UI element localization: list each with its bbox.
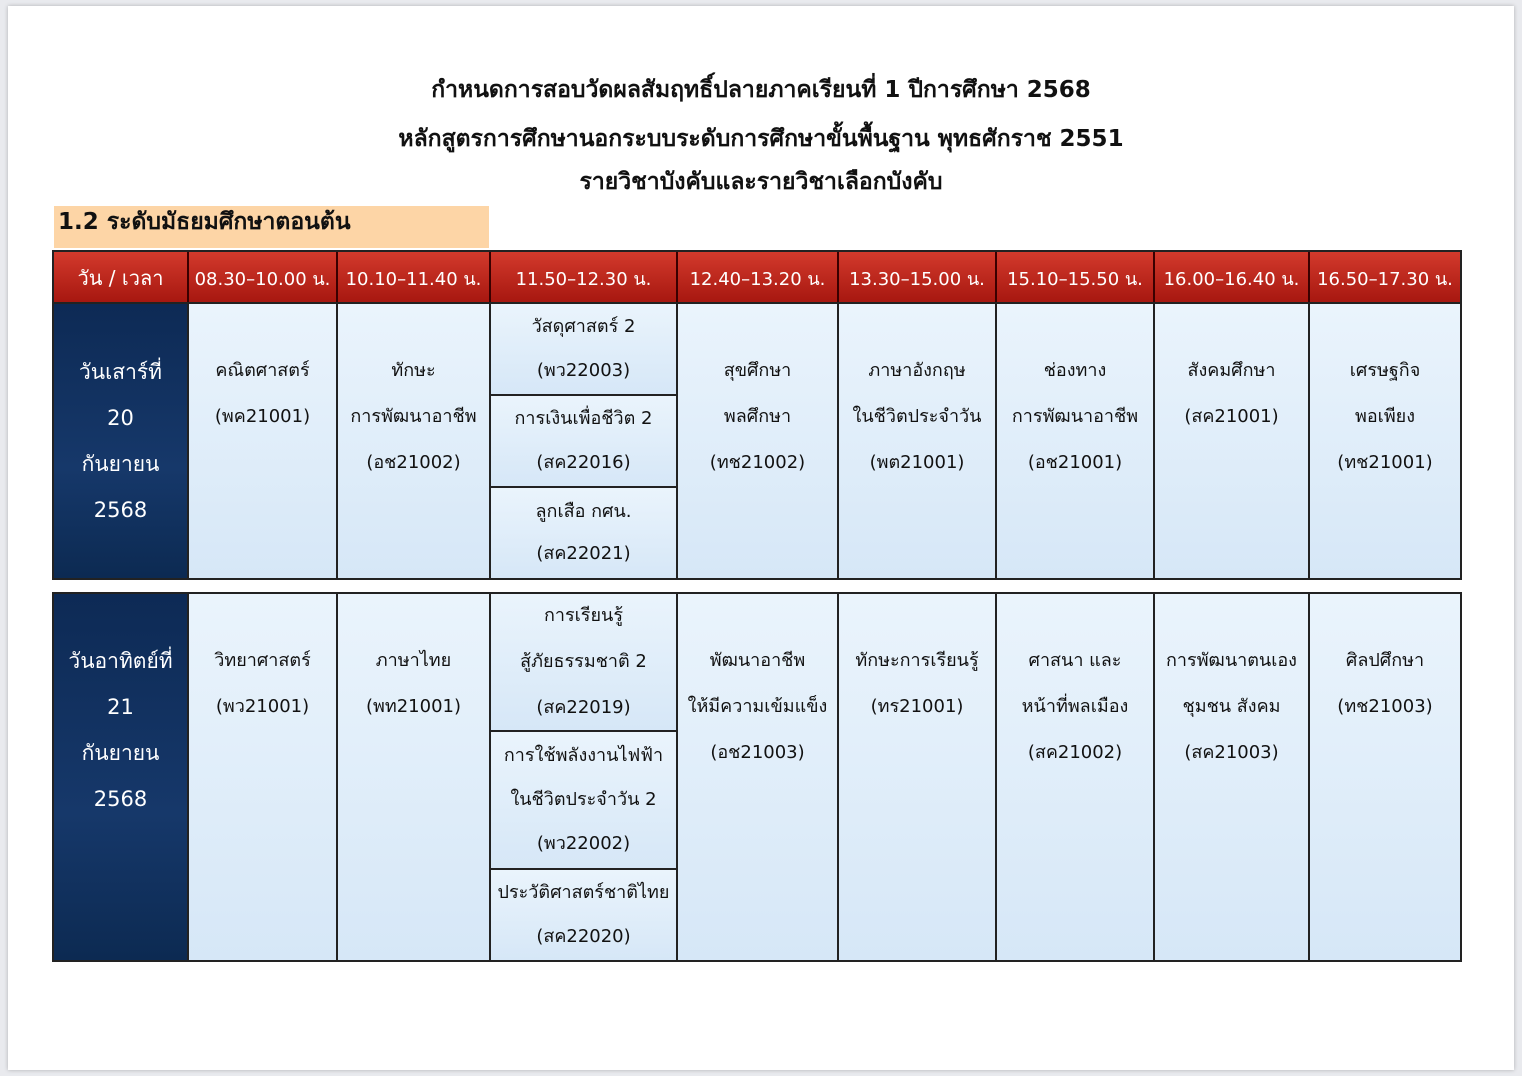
subject-name: ช่องทาง: [1043, 360, 1107, 381]
subject-cell: [676, 302, 839, 580]
title-line-2: หลักสูตรการศึกษานอกระบบระดับการศึกษาขั้นพื้นฐาน พุทธศักราช 2551: [398, 126, 1124, 152]
subject-cell: [837, 592, 997, 962]
subject-name-line2: ในชีวิตประจำวัน: [852, 406, 982, 427]
subject-cell: [1153, 592, 1310, 962]
subject-code: (สค22020): [536, 926, 631, 947]
header-slot-1: 08.30–10.00 น.: [189, 252, 338, 304]
subject-cell: [1308, 592, 1462, 962]
subject-code: (ทช21003): [1337, 696, 1433, 717]
subject-name: ลูกเสือ กศน.: [535, 501, 632, 522]
header-slot-2: 10.10–11.40 น.: [338, 252, 491, 304]
subject-name-line2: การพัฒนาอาชีพ: [350, 406, 477, 427]
day-number: 20: [107, 406, 134, 430]
subject-code: (พว22002): [536, 833, 631, 854]
subject-code: (สค21002): [1027, 742, 1123, 763]
day-month: กันยายน: [81, 741, 160, 765]
subject-name: ศิลปศึกษา: [1345, 650, 1425, 671]
subject-name-line2: การพัฒนาอาชีพ: [1011, 406, 1139, 427]
subject-name: วิทยาศาสตร์: [214, 650, 311, 671]
subject-name: การเรียนรู้: [543, 605, 623, 626]
subject-code: (พว22003): [536, 360, 631, 381]
subject-name-line2: พลศึกษา: [723, 406, 792, 427]
subject-code: (สค22021): [536, 543, 631, 564]
header-slot-6: 15.10–15.50 น.: [997, 252, 1155, 304]
subject-code: (ทร21001): [870, 696, 964, 717]
schedule-table-saturday: [52, 250, 1462, 580]
subject-name-line2: ชุมชน สังคม: [1182, 696, 1281, 717]
subject-code: (ทช21001): [1337, 452, 1433, 473]
subject-code: (อช21001): [1027, 452, 1123, 473]
subject-cell: [187, 302, 338, 580]
header-slot-7: 16.00–16.40 น.: [1155, 252, 1310, 304]
header-slot-3: 11.50–12.30 น.: [491, 252, 678, 304]
subject-cell: [489, 868, 678, 962]
header-slot-8: 16.50–17.30 น.: [1310, 252, 1460, 304]
subject-cell: [837, 302, 997, 580]
day-year: 2568: [93, 787, 148, 811]
subject-name: การพัฒนาตนเอง: [1166, 650, 1297, 671]
header-row: [52, 250, 1462, 302]
subject-code: (สค21001): [1184, 406, 1279, 427]
day-number: 21: [107, 695, 134, 719]
subject-code: (พว21001): [215, 696, 310, 717]
subject-cell: [489, 592, 678, 732]
subject-cell: [995, 302, 1155, 580]
day-cell-saturday: [52, 302, 189, 580]
day-year: 2568: [93, 498, 148, 522]
subject-code: (สค22016): [536, 452, 631, 473]
subject-name-line2: พอเพียง: [1354, 406, 1416, 427]
subject-name: เศรษฐกิจ: [1349, 360, 1421, 381]
day-name: วันเสาร์ที่: [78, 360, 163, 384]
subject-name-line2: ให้มีความเข้มแข็ง: [687, 696, 828, 717]
subject-cell: [336, 302, 491, 580]
subject-cell: [676, 592, 839, 962]
header-slot-4: 12.40–13.20 น.: [678, 252, 839, 304]
subject-cell: [489, 302, 678, 396]
subject-code: (อช21003): [710, 742, 805, 763]
subject-cell: [1153, 302, 1310, 580]
subject-name: สังคมศึกษา: [1187, 360, 1276, 381]
subject-code: (สค21003): [1184, 742, 1279, 763]
subject-cell: [489, 730, 678, 870]
subject-name: ภาษาอังกฤษ: [868, 360, 966, 381]
subject-cell: [1308, 302, 1462, 580]
day-name: วันอาทิตย์ที่: [68, 649, 173, 673]
subject-code: (พค21001): [214, 406, 311, 427]
subject-name: ทักษะ: [391, 360, 436, 381]
subject-name: ทักษะการเรียนรู้: [855, 650, 979, 671]
subject-name: การเงินเพื่อชีวิต 2: [514, 408, 653, 429]
subject-code: (ทช21002): [709, 452, 806, 473]
subject-name: ภาษาไทย: [375, 650, 452, 671]
title-line-1: กำหนดการสอบวัดผลสัมฤทธิ์ปลายภาคเรียนที่ 1 ปีการศึกษา 2568: [431, 77, 1091, 103]
subject-code: (อช21002): [366, 452, 461, 473]
subject-cell: [187, 592, 338, 962]
subject-name: สุขศึกษา: [723, 360, 792, 381]
subject-cell: [489, 486, 678, 580]
subject-name: วัสดุศาสตร์ 2: [531, 316, 636, 337]
day-month: กันยายน: [81, 452, 160, 476]
day-cell-sunday: [52, 592, 189, 962]
title-line-3: รายวิชาบังคับและรายวิชาเลือกบังคับ: [579, 169, 943, 195]
schedule-table-sunday: [52, 592, 1462, 962]
subject-name: การใช้พลังงานไฟฟ้า: [503, 745, 664, 766]
subject-name: พัฒนาอาชีพ: [709, 650, 806, 671]
subject-cell: [336, 592, 491, 962]
subject-name: คณิตศาสตร์: [215, 360, 310, 381]
subject-name-line2: สู้ภัยธรรมชาติ 2: [520, 651, 647, 672]
subject-name-line2: หน้าที่พลเมือง: [1021, 696, 1129, 717]
subject-code: (สค22019): [536, 697, 631, 718]
header-day-time: วัน / เวลา: [54, 252, 189, 304]
subject-name: ศาสนา และ: [1028, 650, 1122, 671]
subject-name-line2: ในชีวิตประจำวัน 2: [510, 789, 657, 810]
subject-name: ประวัติศาสตร์ชาติไทย: [497, 882, 670, 903]
header-slot-5: 13.30–15.00 น.: [839, 252, 997, 304]
subject-code: (พท21001): [365, 696, 462, 717]
subject-cell: [489, 394, 678, 488]
subject-code: (พต21001): [869, 452, 965, 473]
section-label: 1.2 ระดับมัธยมศึกษาตอนต้น: [54, 206, 489, 248]
subject-cell: [995, 592, 1155, 962]
